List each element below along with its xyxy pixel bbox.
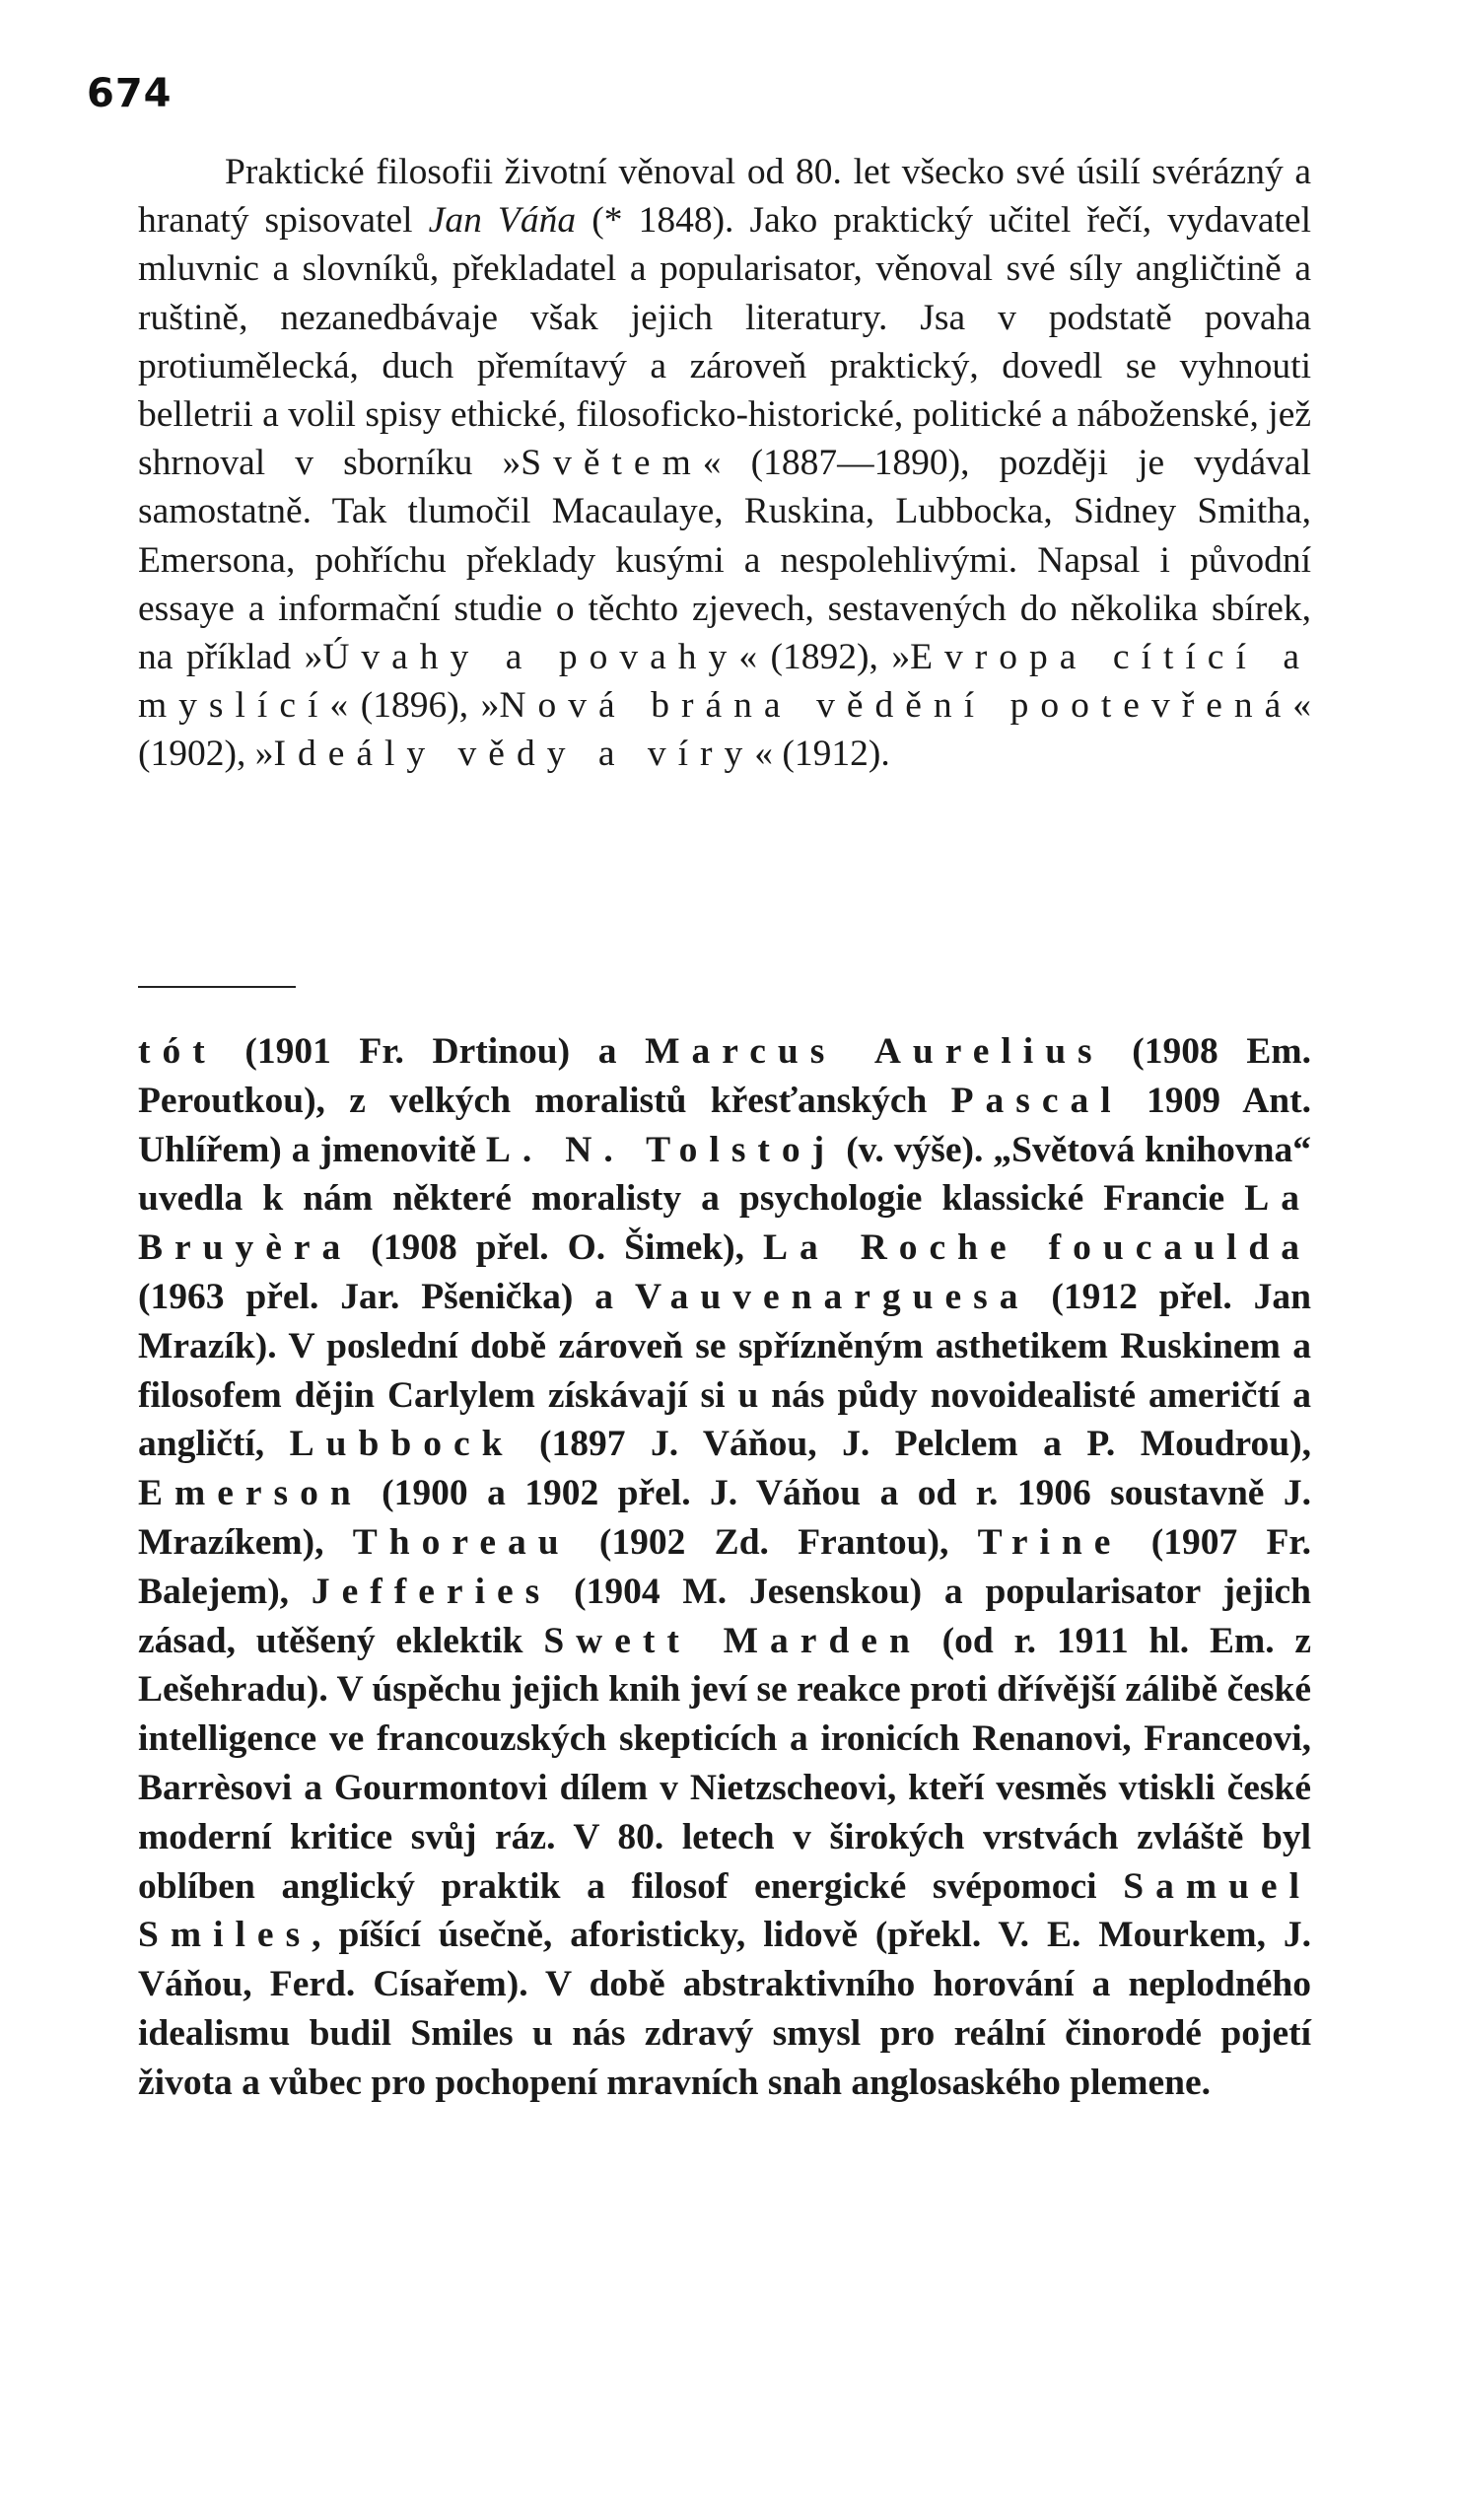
spaced-name: Emerson [138,1473,363,1514]
spaced-name: Trine [977,1521,1123,1563]
text-run: (1904 M. Jesenskou) a popularisator jejich zásad, utěšený eklektik [138,1571,1311,1661]
spaced-name: tót [138,1031,217,1072]
text-run: « (1896), » [329,685,500,727]
text-run: « (1887—1890), později je vydával samostatně. Tak tlumočil Macaulaye, Ruskina, Lubbocka, Sidney Smitha, Emersona, pohříchu překlady kusými a nespolehlivými. Napsal i původní essaye a informační studie o těchto zjevech, sestavených do několika sbírek, na příklad » [138,443,1311,678]
spaced-name: Thoreau [352,1521,571,1563]
spaced-name: Jefferies [311,1571,552,1612]
text-run: (1900 a 1902 přel. J. Váňou a od r. 1906 soustavně J. Mrazíkem), [138,1473,1311,1563]
spaced-name: Pascal [950,1080,1123,1121]
spaced-name: L. N. Tolstoj [485,1129,837,1170]
spaced-name: Marcus Aurelius [645,1031,1104,1072]
paragraph-top [138,148,1311,779]
section-divider [138,986,296,988]
text-run: (od r. 1911 hl. Em. z Lešehradu). V úspěchu jejich knih jeví se reakce proti dřívější zálibě české intelligence ve francouzských skepticích a ironicích Renanovi, Franceovi, Barrèsovi a Gourmontovi dílem v Nietzscheovi, kteří vesměs vtiskli české moderní kritice svůj ráz. V 80. letech v širokých vrstvách zvláště byl oblíben anglický praktik a filosof energické svépomoci [138,1620,1312,1907]
text-run: , píšící úsečně, aforisticky, lidově (překl. V. E. Mourkem, J. Váňou, Ferd. Císařem). V době abstraktivního horování a neplodného idealismu budil Smiles u nás zdravý smysl pro reální činorodé pojetí života a vůbec pro pochopení mravních snah anglosaského plemene. [138,1915,1311,2103]
text-run: Praktické filosofii životní věnoval od 80. let všecko své úsilí svérázný a hranatý spisovatel [138,152,1311,242]
spaced-name: Swett Marden [543,1620,922,1661]
spaced-name: La Bruyèra [138,1178,1311,1269]
text-run: (v. výše). „Světová knihovna“ uvedla k nám některé moralisty a psychologie klassické Francie [138,1129,1311,1220]
work-title: Nová brána vědění pootevřená [499,685,1293,727]
author-name: Jan Váňa [428,200,577,242]
text-run: (1902 Zd. Frantou), [570,1521,978,1563]
text-run: (1897 J. Váňou, J. Pelclem a P. Moudrou), [514,1424,1311,1465]
text-run: (1908 Em. Peroutkou), z velkých moralistů křesťanských [138,1031,1311,1121]
work-title: Evropa cítící a myslící [138,637,1311,727]
spaced-name: Samuel Smiles [138,1865,1311,1956]
text-run: (* 1848). Jako praktický učitel řečí, vydavatel mluvnic a slovníků, překladatel a popularisator, věnoval své síly angličtině a ruštině, nezanedbávaje však jejich literatury. Jsa v podstatě povaha protiumělecká, duch přemítavý a zároveň praktický, dovedl se vyhnouti belletrii a volil spisy ethické, filosoficko-historické, politické a náboženské, jež shrnoval v sborníku » [138,200,1311,484]
work-title: Úvahy a povahy [322,637,739,678]
text-run: « (1912). [754,734,890,775]
paragraph-bottom [138,1027,1311,2108]
text-run: (1963 přel. Jar. Pšenička) a [138,1276,635,1317]
text-run: (1901 Fr. Drtinou) a [216,1031,646,1072]
text-run: « (1892), » [738,637,911,678]
spaced-name: La Roche foucaulda [762,1227,1311,1269]
text-run: (1908 přel. O. Šimek), [352,1227,763,1269]
text-run: 1909 Ant. Uhlířem) a jmenovitě [138,1080,1311,1170]
work-title: Ideály vědy a víry [273,734,755,775]
page-number: 674 [87,71,173,116]
work-title: Světem [521,443,703,484]
text-run: (1912 přel. Jan Mrazík). V poslední době zároveň se spřízněným asthetikem Ruskinem a filosofem dějin Carlylem získávají si u nás půdy novoidealisté američtí a angličtí, [138,1276,1311,1465]
spaced-name: Vauvenarguesa [634,1276,1030,1317]
text-run: (1907 Fr. Balejem), [138,1521,1311,1612]
text-run: « (1902), » [138,685,1311,775]
spaced-name: Lubbock [289,1424,515,1465]
